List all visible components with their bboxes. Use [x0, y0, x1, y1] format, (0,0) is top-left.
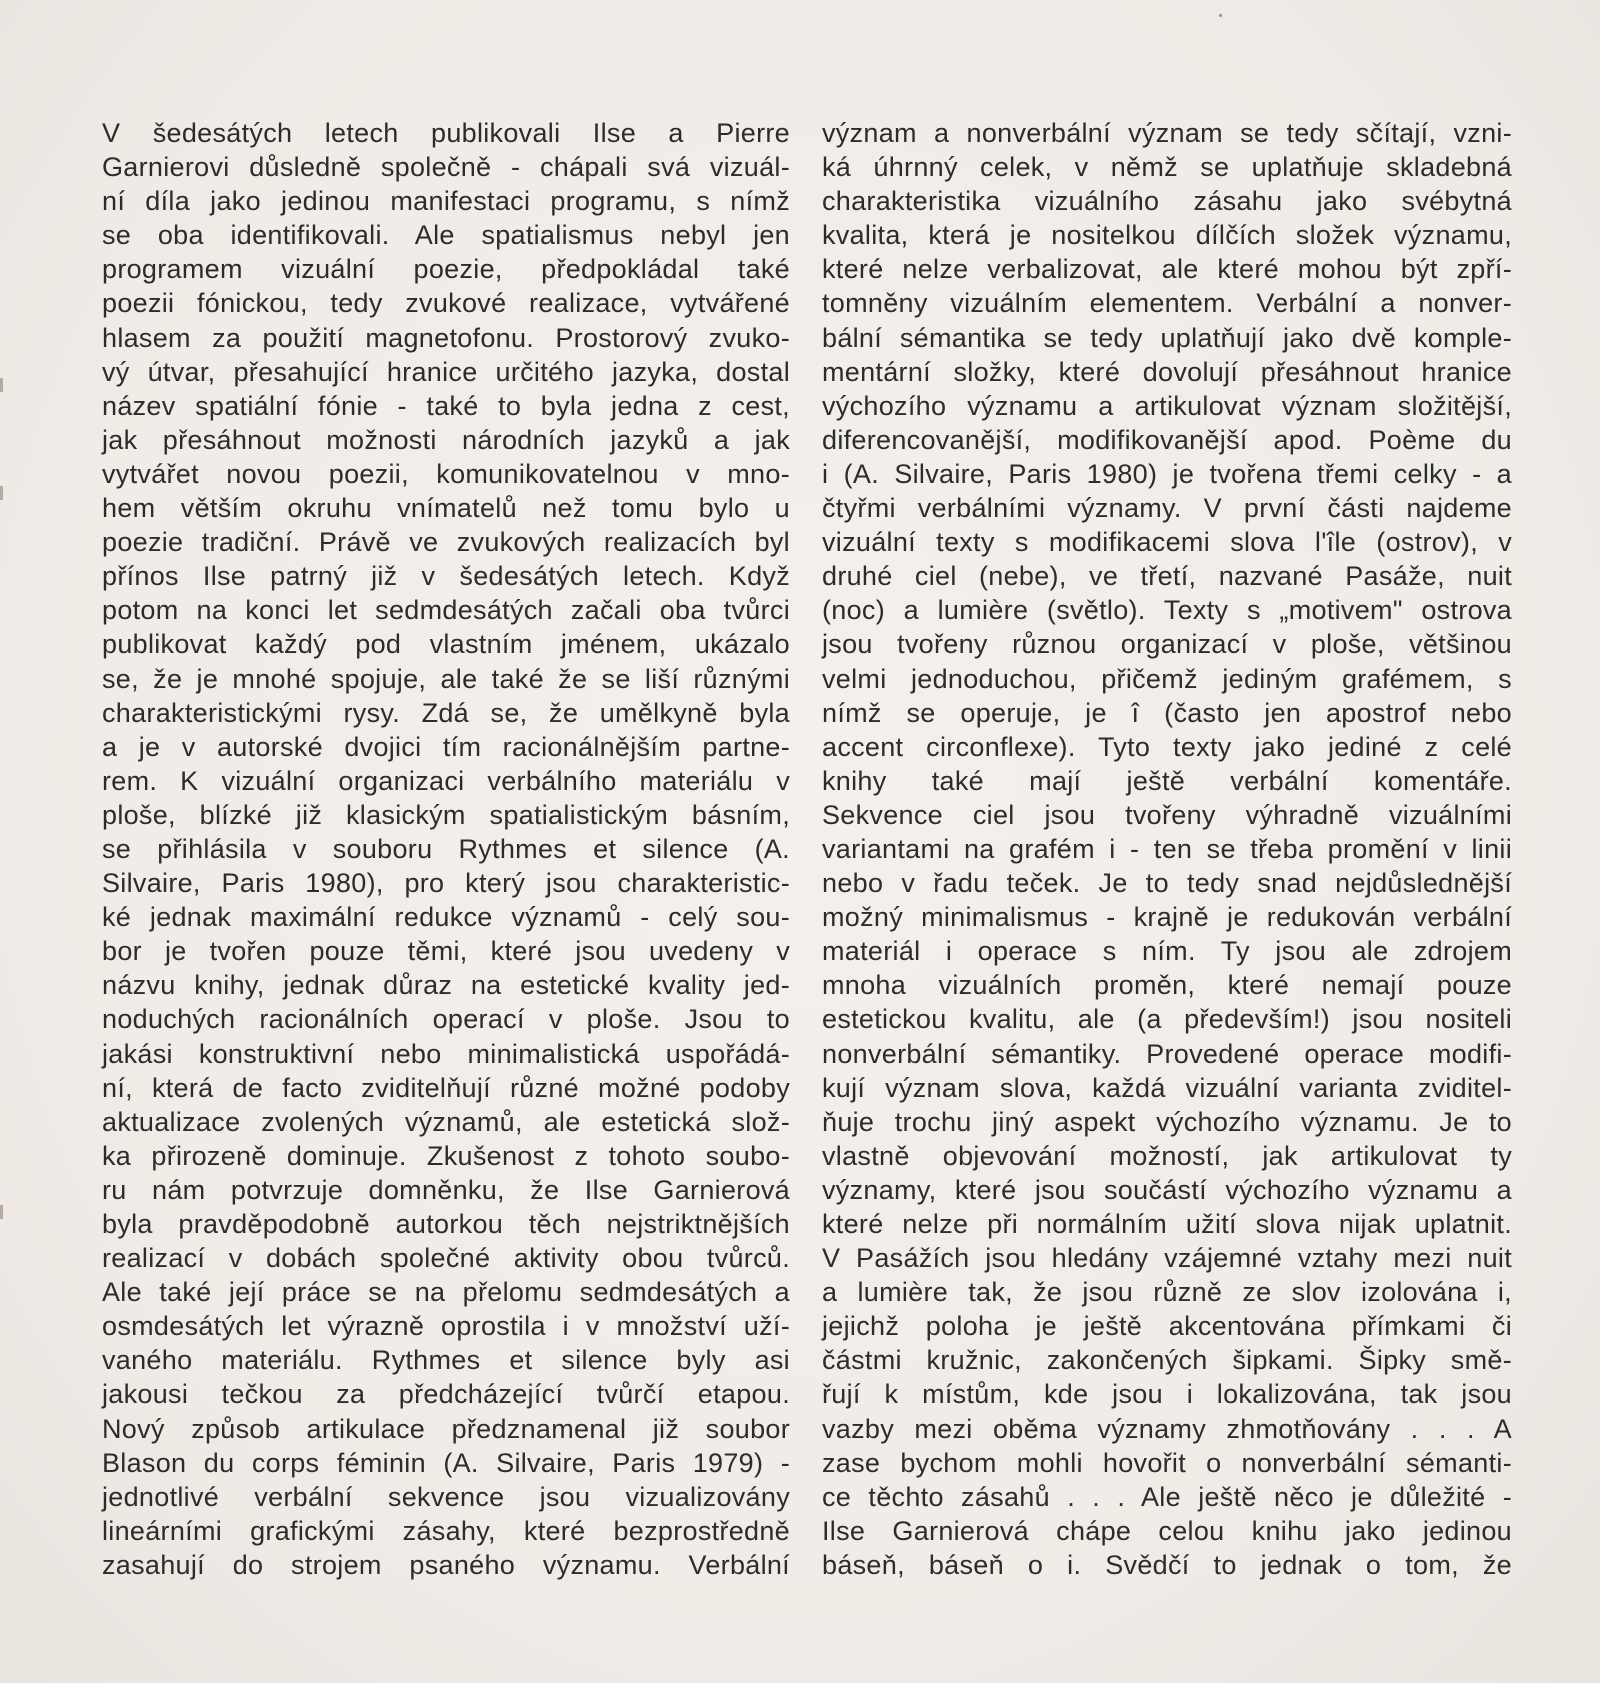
text-line: zasahují do strojem psaného významu. Verbální [102, 1549, 790, 1580]
text-line: báseň, báseň o i. Svědčí to jednak o tom, že [822, 1549, 1512, 1580]
text-line: ce těchto zásahů . . . Ale ještě něco je důležité - [822, 1481, 1512, 1512]
text-line: lineárními grafickými zásahy, které bezprostředně [102, 1515, 790, 1546]
text-line: nímž se operuje, je î (často jen apostrof nebo [822, 697, 1512, 728]
text-line: ní díla jako jedinou manifestaci programu, s nímž [102, 186, 790, 217]
text-line: noduchých racionálních operací v ploše. Jsou to [102, 1004, 790, 1035]
text-line: realizací v dobách společné aktivity obou tvůrců. [102, 1243, 790, 1274]
text-line: zase bychom mohli hovořit o nonverbální sémanti- [822, 1447, 1512, 1478]
text-line: i (A. Silvaire, Paris 1980) je tvořena třemi celky - a [822, 458, 1512, 489]
right-text-column [822, 116, 1512, 1582]
text-line: které nelze verbalizovat, ale které mohou být zpří- [822, 254, 1512, 285]
text-line: byla pravděpodobně autorkou těch nejstriktnějších [102, 1209, 790, 1239]
text-line: programem vizuální poezie, předpokládal také [102, 254, 790, 285]
text-line: materiál i operace s ním. Ty jsou ale zdrojem [822, 936, 1512, 967]
text-line: jakousi tečkou za předcházející tvůrčí etapou. [102, 1379, 790, 1410]
text-line: názvu knihy, jednak důraz na estetické kvality jed- [102, 970, 790, 1001]
text-line: ké jednak maximální redukce významů - celý sou- [102, 902, 790, 933]
text-line: tomněny vizuálním elementem. Verbální a nonver- [822, 288, 1512, 319]
text-line: nonverbální sémantiky. Provedené operace modifi- [822, 1038, 1512, 1069]
text-line: bální sémantika se tedy uplatňují jako dvě komple- [822, 322, 1512, 353]
text-line: jak přesáhnout možnosti národních jazyků a jak [102, 424, 790, 455]
text-line: se oba identifikovali. Ale spatialismus nebyl jen [102, 220, 790, 251]
text-line: vazby mezi oběma významy zhmotňovány . . . A [822, 1413, 1512, 1444]
text-line: (noc) a lumière (světlo). Texty s „motivem" ostrova [822, 595, 1512, 626]
text-line: vytvářet novou poezii, komunikovatelnou v mno- [102, 458, 790, 489]
text-line: řují k místům, kde jsou i lokalizována, tak jsou [822, 1379, 1512, 1410]
text-line: Ale také její práce se na přelomu sedmdesátých a [102, 1277, 790, 1308]
text-line: jakási konstruktivní nebo minimalistická uspořádá- [102, 1038, 790, 1069]
text-line: diferencovanější, modifikovanější apod. Poème du [822, 424, 1512, 455]
text-line: název spatiální fónie - také to byla jedna z cest, [102, 390, 790, 421]
page-edge-mark [0, 1205, 3, 1219]
text-line: se přihlásila v souboru Rythmes et silence (A. [102, 833, 790, 864]
text-line: jednotlivé verbální sekvence jsou vizualizovány [102, 1481, 790, 1512]
text-line: aktualizace zvolených významů, ale estetická slož- [102, 1106, 790, 1137]
text-line: charakteristickými rysy. Zdá se, že umělkyně byla [102, 697, 790, 728]
text-line: knihy také mají ještě verbální komentáře. [822, 765, 1512, 796]
text-line: a je v autorské dvojici tím racionálnějším partne- [102, 731, 790, 762]
text-line: hem větším okruhu vnímatelů než tomu bylo u [102, 493, 790, 524]
text-line: variantami na grafém i - ten se třeba promění v linii [822, 833, 1512, 864]
text-line: osmdesátých let výrazně oprostila i v množství uží- [102, 1311, 790, 1342]
text-line: Garnierovi důsledně společně - chápali svá vizuál- [102, 152, 790, 183]
left-text-column [102, 116, 790, 1582]
text-line: kvalita, která je nositelkou dílčích složek významu, [822, 220, 1512, 251]
text-line: mentární složky, které dovolují přesáhnout hranice [822, 356, 1512, 387]
text-line: Nový způsob artikulace předznamenal již soubor [102, 1413, 790, 1444]
text-line: Sekvence ciel jsou tvořeny výhradně vizuálními [822, 799, 1512, 830]
text-line: druhé ciel (nebe), ve třetí, nazvané Pasáže, nuit [822, 561, 1512, 592]
text-line: charakteristika vizuálního zásahu jako svébytná [822, 186, 1512, 217]
text-line: publikovat každý pod vlastním jménem, ukázalo [102, 629, 790, 660]
text-line: nebo v řadu teček. Je to tedy snad nejdůslednější [822, 868, 1512, 899]
text-line: ní, která de facto zviditelňují různé možné podoby [102, 1072, 790, 1103]
text-line: ka přirozeně dominuje. Zkušenost z tohoto soubo- [102, 1140, 790, 1171]
text-line: V Pasážích jsou hledány vzájemné vztahy mezi nuit [822, 1243, 1512, 1274]
text-line: které nelze při normálním užití slova nijak uplatnit. [822, 1209, 1512, 1239]
text-line: Blason du corps féminin (A. Silvaire, Paris 1979) - [102, 1447, 790, 1478]
text-line: poezii fónickou, tedy zvukové realizace, vytvářené [102, 288, 790, 319]
text-line: se, že je mnohé spojuje, ale také že se liší různými [102, 663, 790, 694]
text-line: accent circonflexe). Tyto texty jako jediné z celé [822, 731, 1512, 762]
text-line: jejichž poloha je ještě akcentována přímkami či [822, 1311, 1512, 1342]
text-line: význam a nonverbální význam se tedy sčítají, vzni- [822, 118, 1512, 148]
text-line: vizuální texty s modifikacemi slova l'île (ostrov), v [822, 527, 1512, 558]
text-line: a lumière tak, že jsou různě ze slov izolována i, [822, 1277, 1512, 1308]
text-line: bor je tvořen pouze těmi, které jsou uvedeny v [102, 936, 790, 967]
text-line: výchozího významu a artikulovat význam složitější, [822, 390, 1512, 421]
page-edge-mark [0, 486, 3, 500]
text-line: kují význam slova, každá vizuální varianta zviditel- [822, 1072, 1512, 1103]
text-line: ploše, blízké již klasickým spatialistickým básním, [102, 799, 790, 830]
text-line: vlastně objevování možností, jak artikulovat ty [822, 1140, 1512, 1171]
text-line: velmi jednoduchou, přičemž jediným grafémem, s [822, 663, 1512, 694]
text-line: rem. K vizuální organizaci verbálního materiálu v [102, 765, 790, 796]
text-line: částmi kružnic, zakončených šipkami. Šipky smě- [822, 1345, 1512, 1376]
text-line: Silvaire, Paris 1980), pro který jsou charakteristic- [102, 868, 790, 899]
text-line: možný minimalismus - krajně je redukován verbální [822, 902, 1512, 933]
text-line: ňuje trochu jiný aspekt výchozího významu. Je to [822, 1106, 1512, 1137]
text-line: vaného materiálu. Rythmes et silence byly asi [102, 1345, 790, 1376]
text-line: významy, které jsou součástí výchozího významu a [822, 1174, 1512, 1205]
text-line: Ilse Garnierová chápe celou knihu jako jedinou [822, 1515, 1512, 1546]
text-line: potom na konci let sedmdesátých začali oba tvůrci [102, 595, 790, 626]
text-line: vý útvar, přesahující hranice určitého jazyka, dostal [102, 356, 790, 387]
text-line: mnoha vizuálních proměn, které nemají pouze [822, 970, 1512, 1001]
text-line: ká úhrnný celek, v němž se uplatňuje skladebná [822, 152, 1512, 183]
text-line: poezie tradiční. Právě ve zvukových realizacích byl [102, 527, 790, 558]
text-line: ru nám potvrzuje domněnku, že Ilse Garnierová [102, 1174, 790, 1205]
paper-speck [1219, 14, 1222, 17]
text-line: čtyřmi verbálními významy. V první části najdeme [822, 493, 1512, 524]
page-edge-mark [0, 378, 3, 392]
text-line: hlasem za použití magnetofonu. Prostorový zvuko- [102, 322, 790, 353]
text-line: jsou tvořeny různou organizací v ploše, většinou [822, 629, 1512, 660]
text-line: estetickou kvalitu, ale (a především!) jsou nositeli [822, 1004, 1512, 1035]
text-line: přínos Ilse patrný již v šedesátých letech. Když [102, 561, 790, 592]
text-line: V šedesátých letech publikovali Ilse a Pierre [102, 118, 790, 148]
